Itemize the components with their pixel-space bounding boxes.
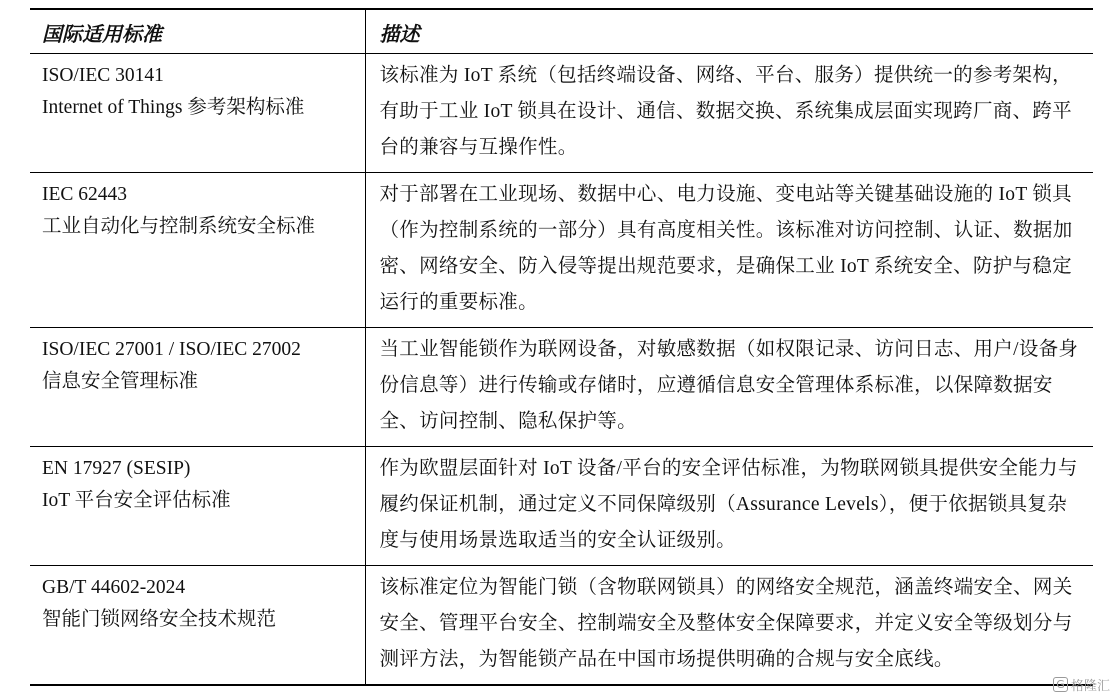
column-header-description: 描述	[365, 9, 1093, 53]
standard-name: IoT 平台安全评估标准	[42, 489, 231, 511]
table-row	[30, 53, 1093, 172]
table-row	[30, 327, 1093, 446]
standard-code: IEC 62443	[42, 183, 128, 205]
watermark-text: 格隆汇	[1070, 679, 1110, 694]
table-row	[30, 172, 1093, 327]
standards-table-container	[30, 8, 1093, 686]
standard-description: 该标准定位为智能门锁（含物联网锁具）的网络安全规范，涵盖终端安全、网关安全、管理平台安全、控制端安全及整体安全保障要求，并定义安全等级划分与测评方法，为智能锁产品在中国市场提供明确的合规与安全底线。	[365, 565, 1093, 685]
standard-name: 信息安全管理标准	[42, 370, 199, 392]
table-header-row	[30, 9, 1093, 53]
standards-table	[30, 8, 1093, 686]
standard-description: 该标准为 IoT 系统（包括终端设备、网络、平台、服务）提供统一的参考架构，有助于工业 IoT 锁具在设计、通信、数据交换、系统集成层面实现跨厂商、跨平台的兼容与互操作性。	[365, 53, 1093, 172]
standard-code: ISO/IEC 27001 / ISO/IEC 27002	[42, 338, 301, 360]
standard-cell	[30, 172, 365, 327]
watermark	[1053, 675, 1110, 694]
standard-name: 智能门锁网络安全技术规范	[42, 608, 277, 630]
standard-cell	[30, 327, 365, 446]
standard-code: EN 17927 (SESIP)	[42, 457, 191, 479]
standard-description: 作为欧盟层面针对 IoT 设备/平台的安全评估标准，为物联网锁具提供安全能力与履约保证机制，通过定义不同保障级别（Assurance Levels），便于依据锁具复杂度与使用场景选取适当的安全认证级别。	[365, 446, 1093, 565]
table-row	[30, 565, 1093, 685]
standard-description: 对于部署在工业现场、数据中心、电力设施、变电站等关键基础设施的 IoT 锁具（作为控制系统的一部分）具有高度相关性。该标准对访问控制、认证、数据加密、网络安全、防入侵等提出规范要求，是确保工业 IoT 系统安全、防护与稳定运行的重要标准。	[365, 172, 1093, 327]
standard-cell	[30, 565, 365, 685]
standard-code: GB/T 44602-2024	[42, 576, 186, 598]
watermark-logo-icon: G	[1053, 677, 1068, 692]
table-row	[30, 446, 1093, 565]
standard-description: 当工业智能锁作为联网设备，对敏感数据（如权限记录、访问日志、用户/设备身份信息等）进行传输或存储时，应遵循信息安全管理体系标准，以保障数据安全、访问控制、隐私保护等。	[365, 327, 1093, 446]
standard-name: Internet of Things 参考架构标准	[42, 96, 305, 118]
standard-code: ISO/IEC 30141	[42, 64, 164, 86]
standard-name: 工业自动化与控制系统安全标准	[42, 215, 316, 237]
column-header-standard: 国际适用标准	[30, 9, 365, 53]
standard-cell	[30, 446, 365, 565]
standard-cell	[30, 53, 365, 172]
